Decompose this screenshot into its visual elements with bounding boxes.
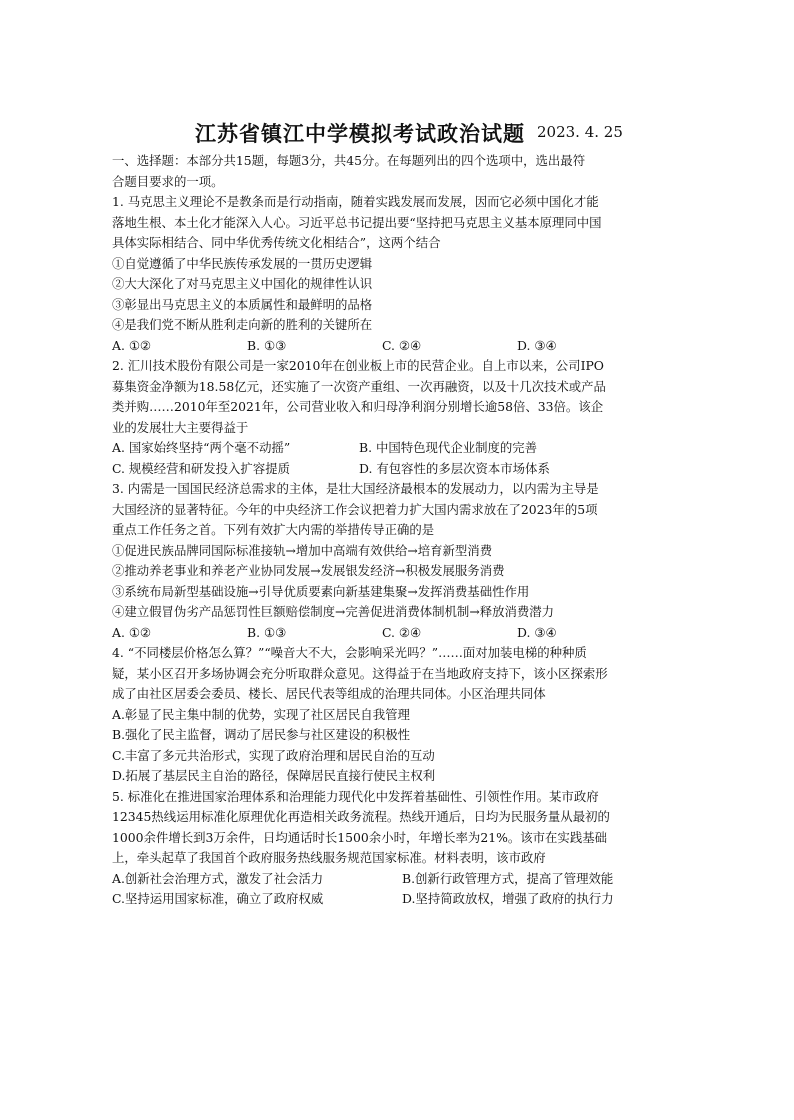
options-row (112, 336, 652, 357)
question-1 (112, 192, 652, 356)
question-stem-line: 疑，某小区召开多场协调会充分听取群众意见。这得益于在当地政府支持下，该小区探索形 (112, 665, 608, 681)
question-stem-line: 具体实际相结合、同中华优秀传统文化相结合”，这两个结合 (112, 235, 441, 250)
statement-2: ②推动养老事业和养老产业协同发展→发展银发经济→积极发展服务消费 (112, 563, 505, 578)
options-row (112, 623, 652, 644)
option-c: C.丰富了多元共治形式，实现了政府治理和居民自治的互动 (112, 747, 435, 763)
option-a: A. ①② (112, 624, 152, 640)
option-b: B.强化了民主监督，调动了居民参与社区建设的积极性 (112, 727, 411, 742)
option-c: C.坚持运用国家标准，确立了政府权威 (112, 891, 324, 906)
question-stem-line: 募集资金净额为18.58亿元，还实施了一次资产重组、一次再融资，以及十几次技术或产品 (112, 378, 606, 394)
section-heading-line-1: 一、选择题：本部分共15题，每题3分，共45分。在每题列出的四个选项中，选出最符 (112, 153, 586, 168)
option-b: B. ①③ (247, 337, 287, 353)
option-d: D. 有包容性的多层次资本市场体系 (359, 460, 550, 476)
options-row (112, 869, 652, 890)
question-stem-line: 3. 内需是一国国民经济总需求的主体，是壮大国经济最根本的发展动力，以内需为主导是 (112, 481, 599, 496)
question-2 (112, 356, 652, 479)
options-row (112, 459, 652, 480)
statement-3: ③系统布局新型基础设施→引导优质要素向新基建集聚→发挥消费基础性作用 (112, 583, 530, 599)
option-a: A.创新社会治理方式，激发了社会活力 (112, 870, 324, 886)
question-stem-line: 上，牵头起草了我国首个政府服务热线服务规范国家标准。材料表明，该市政府 (112, 850, 546, 865)
statement-4: ④建立假冒伪劣产品惩罚性巨额赔偿制度→完善促进消费体制机制→释放消费潜力 (112, 604, 555, 619)
question-stem-line: 1. 马克思主义理论不是教条而是行动指南，随着实践发展而发展，因而它必须中国化才能 (112, 194, 599, 209)
option-b: B.创新行政管理方式，提高了管理效能 (402, 870, 614, 886)
options-row (112, 889, 652, 910)
question-stem-line: 12345热线运用标准化原理优化再造相关政务流程。热线开通后，日均为民服务量从最初的 (112, 809, 610, 824)
question-stem-line: 5. 标准化在推进国家治理体系和治理能力现代化中发挥着基础性、引领性作用。某市政府 (112, 788, 599, 804)
question-stem-line: 1000余件增长到3万余件，日均通话时长1500余小时，年增长率为21%。该市在实践基础 (112, 829, 607, 845)
exam-date: 2023. 4. 25 (537, 123, 623, 141)
question-stem-line: 类并购……2010年至2021年，公司营业收入和归母净利润分别增长逾58倍、33倍。该企 (112, 399, 604, 414)
option-d: D. ③④ (517, 624, 557, 640)
statement-1: ①自觉遵循了中华民族传承发展的一贯历史逻辑 (112, 255, 373, 271)
question-stem-line: 成了由社区居委会委员、楼长、居民代表等组成的治理共同体。小区治理共同体 (112, 686, 546, 701)
exam-content (112, 151, 652, 910)
option-a: A.彰显了民主集中制的优势，实现了社区居民自我管理 (112, 706, 410, 722)
exam-title: 江苏省镇江中学模拟考试政治试题 (195, 121, 525, 146)
question-stem-line: 大国经济的显著特征。今年的中央经济工作会议把着力扩大国内需求放在了2023年的5项 (112, 501, 598, 517)
option-d: D.坚持简政放权，增强了政府的执行力 (402, 891, 614, 906)
option-b: B. ①③ (247, 624, 287, 640)
question-stem-line: 4. “不同楼层价格怎么算？”“噪音大不大，会影响采光吗？”……面对加装电梯的种种质 (112, 645, 587, 660)
option-d: D. ③④ (517, 337, 557, 353)
option-c: C. 规模经营和研发投入扩容提质 (112, 460, 290, 476)
statement-2: ②大大深化了对马克思主义中国化的规律性认识 (112, 276, 373, 291)
option-c: C. ②④ (382, 624, 422, 640)
option-a: A. 国家始终坚持“两个毫不动摇” (112, 440, 291, 455)
question-4 (112, 643, 652, 787)
option-a: A. ①② (112, 337, 152, 353)
question-5 (112, 787, 652, 910)
question-3 (112, 479, 652, 643)
option-d: D.拓展了基层民主自治的路径，保障居民直接行使民主权利 (112, 768, 436, 783)
statement-4: ④是我们党不断从胜利走向新的胜利的关键所在 (112, 317, 373, 332)
question-stem-line: 落地生根、本土化才能深入人心。习近平总书记提出要“坚持把马克思主义基本原理同中国 (112, 214, 602, 230)
question-stem-line: 业的发展壮大主要得益于 (112, 419, 249, 435)
question-stem-line: 2. 汇川技术股份有限公司是一家2010年在创业板上市的民营企业。自上市以来，公司IPO (112, 358, 604, 373)
options-row (112, 438, 652, 459)
option-b: B. 中国特色现代企业制度的完善 (359, 440, 538, 455)
section-heading-line-2: 合题目要求的一项。 (112, 173, 224, 189)
header (0, 118, 794, 148)
option-c: C. ②④ (382, 337, 422, 353)
question-stem-line: 重点工作任务之首。下列有效扩大内需的举措传导正确的是 (112, 522, 435, 537)
statement-3: ③彰显出马克思主义的本质属性和最鲜明的品格 (112, 296, 373, 312)
statement-1: ①促进民族品牌同国际标准接轨→增加中高端有效供给→培育新型消费 (112, 542, 493, 558)
